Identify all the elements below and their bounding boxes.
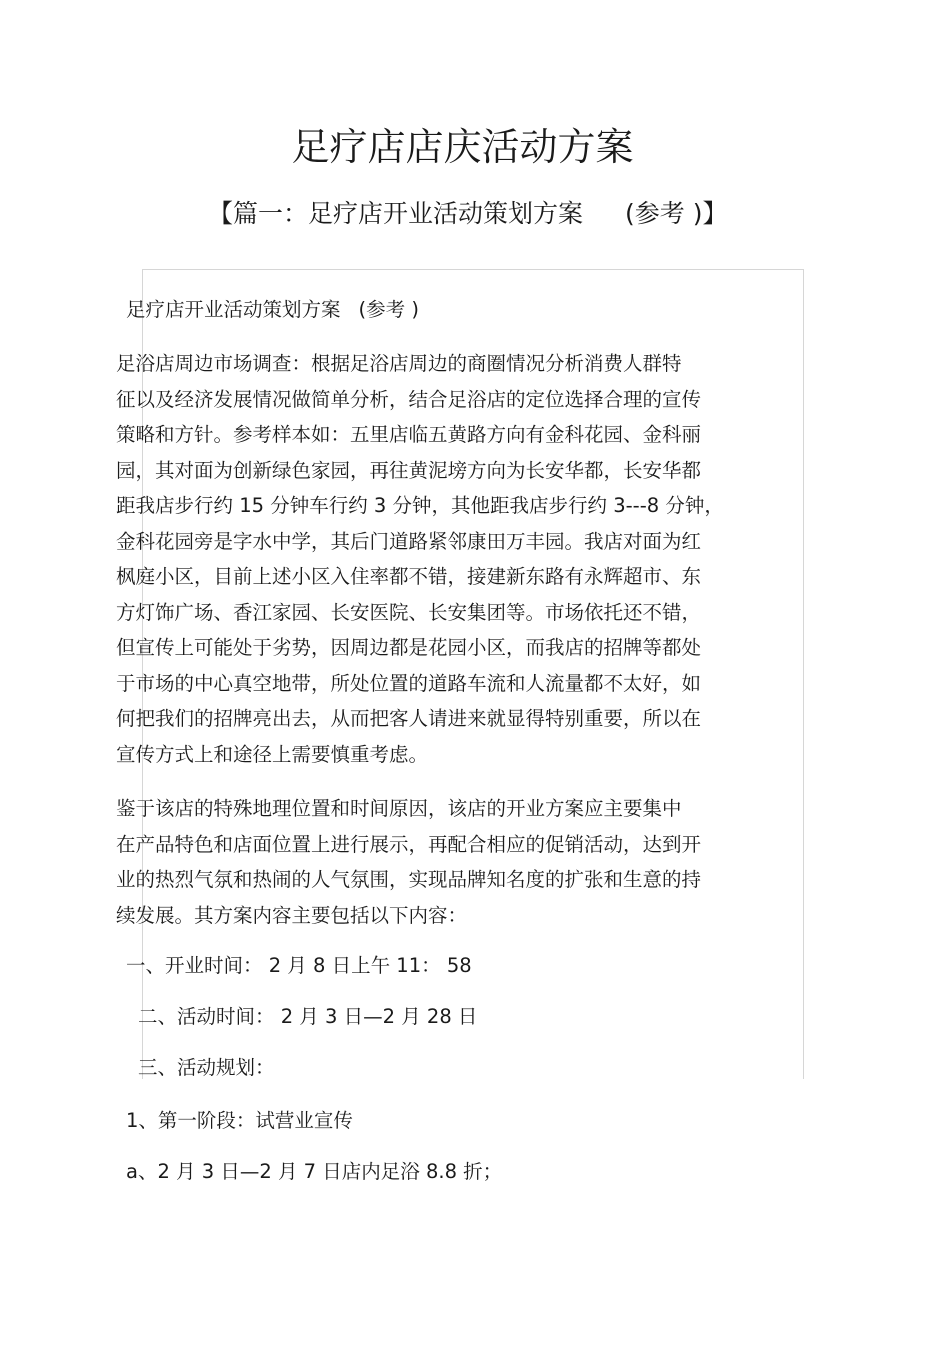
paragraph-line: 园，其对面为创新绿色家园，再往黄泥塝方向为长安华都，长安华都 [116, 458, 702, 482]
paragraph-line: 策略和方针。参考样本如：五里店临五黄路方向有金科花园、金科丽 [116, 423, 702, 446]
paragraph-line: 于市场的中心真空地带，所处位置的道路车流和人流量都不太好，如 [116, 671, 702, 695]
section-heading [126, 297, 419, 323]
stage-one-item: 1、第一阶段：试营业宣传 [126, 1109, 353, 1132]
opening-time-item: 一、开业时间： 2 月 8 日上午 11： 58 [126, 954, 472, 977]
document-title: 足疗店店庆活动方案 [291, 125, 634, 169]
subtitle-main: 【篇一：足疗店开业活动策划方案 [208, 199, 584, 228]
paragraph-line: 足浴店周边市场调查：根据足浴店周边的商圈情况分析消费人群特 [116, 352, 682, 375]
paragraph-line: 续发展。其方案内容主要包括以下内容： [116, 903, 468, 927]
activity-plan-item: 三、活动规划： [138, 1056, 275, 1079]
paragraph-line: 鉴于该店的特殊地理位置和时间原因，该店的开业方案应主要集中 [116, 797, 682, 820]
paragraph-line: 但宣传上可能处于劣势，因周边都是花园小区，而我店的招牌等都处 [116, 636, 702, 659]
paragraph-line: 何把我们的招牌亮出去，从而把客人请进来就显得特别重要，所以在 [116, 707, 702, 730]
paragraph-line: 在产品特色和店面位置上进行展示，再配合相应的促销活动，达到开 [116, 832, 702, 856]
plan-overview-paragraph [116, 791, 701, 933]
market-survey-paragraph [116, 346, 724, 772]
section-heading-reference: (参考 ) [358, 298, 419, 321]
document-subtitle [208, 196, 727, 232]
paragraph-line: 金科花园旁是字水中学，其后门道路紧邻康田万丰园。我店对面为红 [116, 529, 702, 553]
paragraph-line: 枫庭小区，目前上述小区入住率都不错，接建新东路有永辉超市、东 [116, 565, 702, 588]
paragraph-line: 业的热烈气氛和热闹的人气氛围，实现品牌知名度的扩张和生意的持 [116, 868, 702, 891]
paragraph-line: 方灯饰广场、香江家园、长安医院、长安集团等。市场依托还不错， [116, 600, 702, 624]
subtitle-reference: (参考 )】 [625, 199, 728, 228]
paragraph-line: 距我店步行约 15 分钟车行约 3 分钟，其他距我店步行约 3---8 分钟， [116, 494, 724, 517]
paragraph-line: 征以及经济发展情况做简单分析，结合足浴店的定位选择合理的宣传 [116, 387, 702, 411]
stage-one-a-item: a、2 月 3 日—2 月 7 日店内足浴 8.8 折； [126, 1160, 503, 1183]
activity-time-item: 二、活动时间： 2 月 3 日—2 月 28 日 [138, 1005, 478, 1028]
section-heading-main: 足疗店开业活动策划方案 [126, 298, 341, 321]
paragraph-line: 宣传方式上和途径上需要慎重考虑。 [116, 742, 429, 766]
